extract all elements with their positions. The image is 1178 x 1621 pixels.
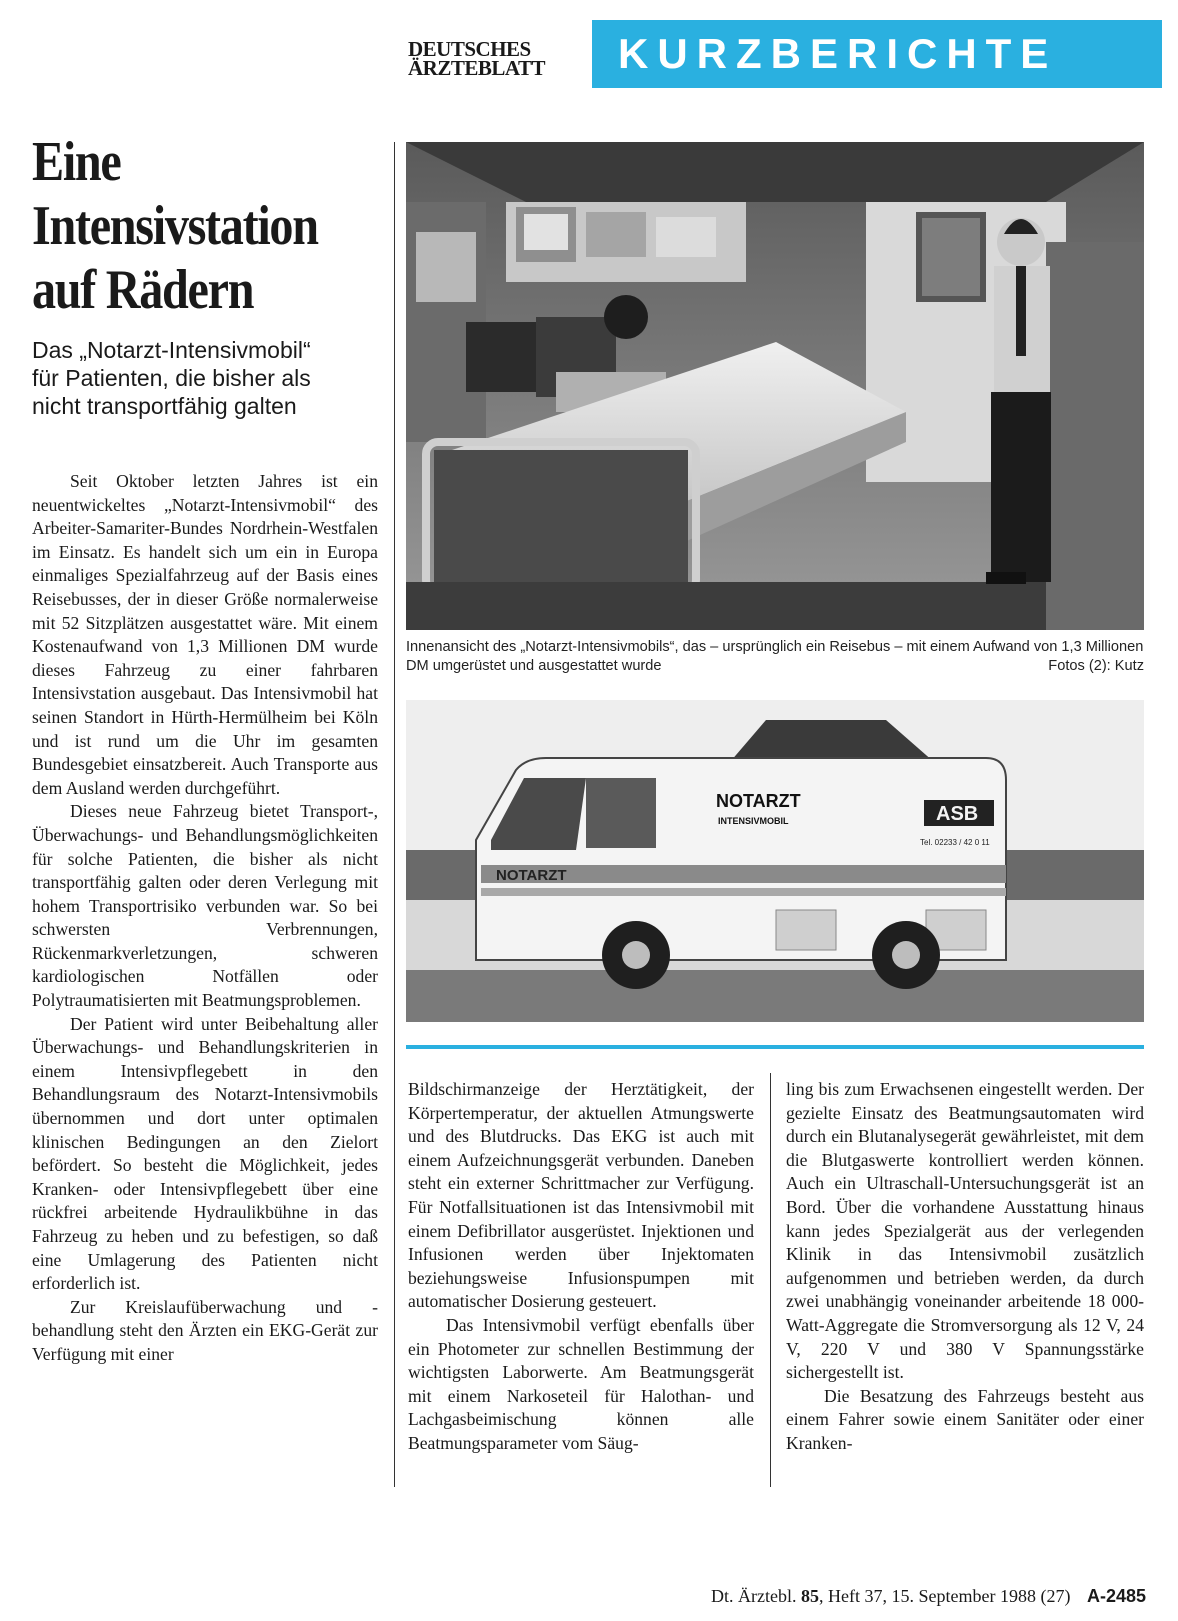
bus-label-phone: Tel. 02233 / 42 0 11 [920,838,990,847]
article-column-3 [786,1078,1144,1456]
footer-page-number: A-2485 [1086,1586,1146,1606]
caption-text: Innenansicht des „Notarzt-Intensivmobils“, das – ursprünglich ein Reisebus – mit einem Aufwand von 1,3 Millionen DM umgerüstet und ausgestattet wurde [406,639,1144,674]
bus-label-front: NOTARZT [496,867,567,884]
paragraph-6: Das Intensivmobil verfügt ebenfalls über ein Photometer zur schnellen Bestimmung der wichtigsten Laborwerte. Am Beatmungsgerät mit einem Narkoseteil für Halothan- und Lachgasbeimischung können alle Beatmungsparameter vom Säug- [408,1314,754,1453]
paragraph-3: Der Patient wird unter Beibehaltung aller Überwachungs- und Behandlungskriterien in einem Intensivpflegebett in den Behandlungsraum des Notarzt-Intensivmobils übernommen und dort unter optimalen klinischen Bedingungen an den Zielort befördert. So besteht die Möglichkeit, jedes Kranken- oder Intensivpflegebett über eine rückfrei arbeitende Hydraulikbühne in das Fahrzeug zu heben und zu befestigen, so daß eine Umlagerung des Patienten nicht erforderlich ist. [32,1013,378,1294]
footer-issue: , Heft 37, 15. September 1988 (27) [819,1586,1071,1606]
subheadline-line3: nicht transportfähig galten [32,393,297,419]
bus-label-intensivmobil: INTENSIVMOBIL [718,816,789,826]
exterior-photo-illustration [406,700,1144,1022]
page-footer [711,1586,1146,1607]
headline-line3: auf Rädern [32,259,254,321]
journal-masthead [408,37,545,80]
footer-journal: Dt. Ärztebl. [711,1586,797,1606]
footer-volume: 85 [801,1586,819,1606]
article-subheadline [32,336,382,420]
paragraph-2: Dieses neue Fahrzeug bietet Transport-, Überwachungs- und Behandlungsmöglichkeiten für solche Patienten, die bisher als nicht transportfähig galten oder deren Verlegung mit hohem Transportrisiko verbunden war. So bei schwersten Verbrennungen, Rückenmarkverletzungen, schweren kardiologischen Notfällen oder Polytraumatisierten mit Beatmungsproblemen. [32,801,378,1011]
article-column-1 [32,470,378,1367]
paragraph-8: Die Besatzung des Fahrzeugs besteht aus einem Fahrer sowie einem Sanitäter oder einer Kranken- [786,1385,1144,1453]
photo-caption [406,638,1144,676]
masthead-line1: DEUTSCHES [408,37,531,61]
column-rule-2 [770,1073,771,1487]
subheadline-line2: für Patienten, die bisher als [32,365,311,391]
paragraph-4: Zur Kreislaufüberwachung und -behandlung steht den Ärzten ein EKG-Gerät zur Verfügung mit einer [32,1296,378,1364]
column-rule-1 [394,142,395,1487]
exterior-photo [406,700,1144,1022]
interior-photo-illustration [406,142,1144,630]
section-banner [592,20,1162,88]
interior-photo [406,142,1144,630]
paragraph-5: Bildschirmanzeige der Herztätigkeit, der Körpertemperatur, der aktuellen Atmungswerte und des Blutdrucks. Das EKG ist auch mit einem Aufzeichnungsgerät verbunden. Daneben steht ein externer Schrittmacher zur Verfügung. Für Notfallsituationen ist das Intensivmobil mit einem Defibrillator ausgerüstet. Injektionen und Infusionen werden über Injektomaten beziehungsweise Infusionspumpen mit automatischer Dosierung gesteuert. [408,1079,754,1312]
headline-line1: Eine [32,131,121,193]
bus-label-notarzt: NOTARZT [716,791,801,811]
section-divider [406,1045,1144,1049]
bus-label-asb: ASB [936,803,979,825]
photo-credit: Fotos (2): Kutz [1048,658,1144,674]
article-column-2 [408,1078,754,1456]
masthead-line2: ÄRZTEBLATT [408,56,545,80]
paragraph-7: ling bis zum Erwachsenen eingestellt werden. Der gezielte Einsatz des Beatmungsautomaten wird durch ein Blutanalysegerät gewährleistet, mit dem die Blutgaswerte kontrolliert werden können. Auch ein Ultraschall-Untersuchungsgerät ist an Bord. Über die vorhandene Ausstattung hinaus kann jedes Spezialgerät aus der verlegenden Klinik in das Intensivmobil zusätzlich aufgenommen und betrieben werden, da durch zwei unabhängig voneinander arbeitende 18 000-Watt-Aggregate die Stromversorgung als 12 V, 24 V, 220 V und 380 V Spannungsstärke sichergestellt ist. [786,1079,1144,1383]
section-title: KURZBERICHTE [618,30,1058,77]
subheadline-line1: Das „Notarzt-Intensivmobil“ [32,337,311,363]
paragraph-1: Seit Oktober letzten Jahres ist ein neuentwickeltes „Notarzt-Intensivmobil“ des Arbeiter-Samariter-Bundes Nordrhein-Westfalen im Einsatz. Es handelt sich um ein in Europa einmaliges Spezialfahrzeug auf der Basis eines Reisebusses, der in dieser Größe normalerweise mit 52 Sitzplätzen ausgestattet wäre. Mit einem Kostenaufwand von 1,3 Millionen DM wurde dieses Fahrzeug zu einer fahrbaren Intensivstation ausgebaut. Das Intensivmobil hat seinen Standort in Hürth-Hermülheim bei Köln und ist rund um die Uhr im gesamten Bundesgebiet einsatzbereit. Auch Transporte aus dem Ausland werden durchgeführt. [32,471,378,798]
headline-line2: Intensivstation [32,195,318,257]
article-headline [32,130,333,322]
